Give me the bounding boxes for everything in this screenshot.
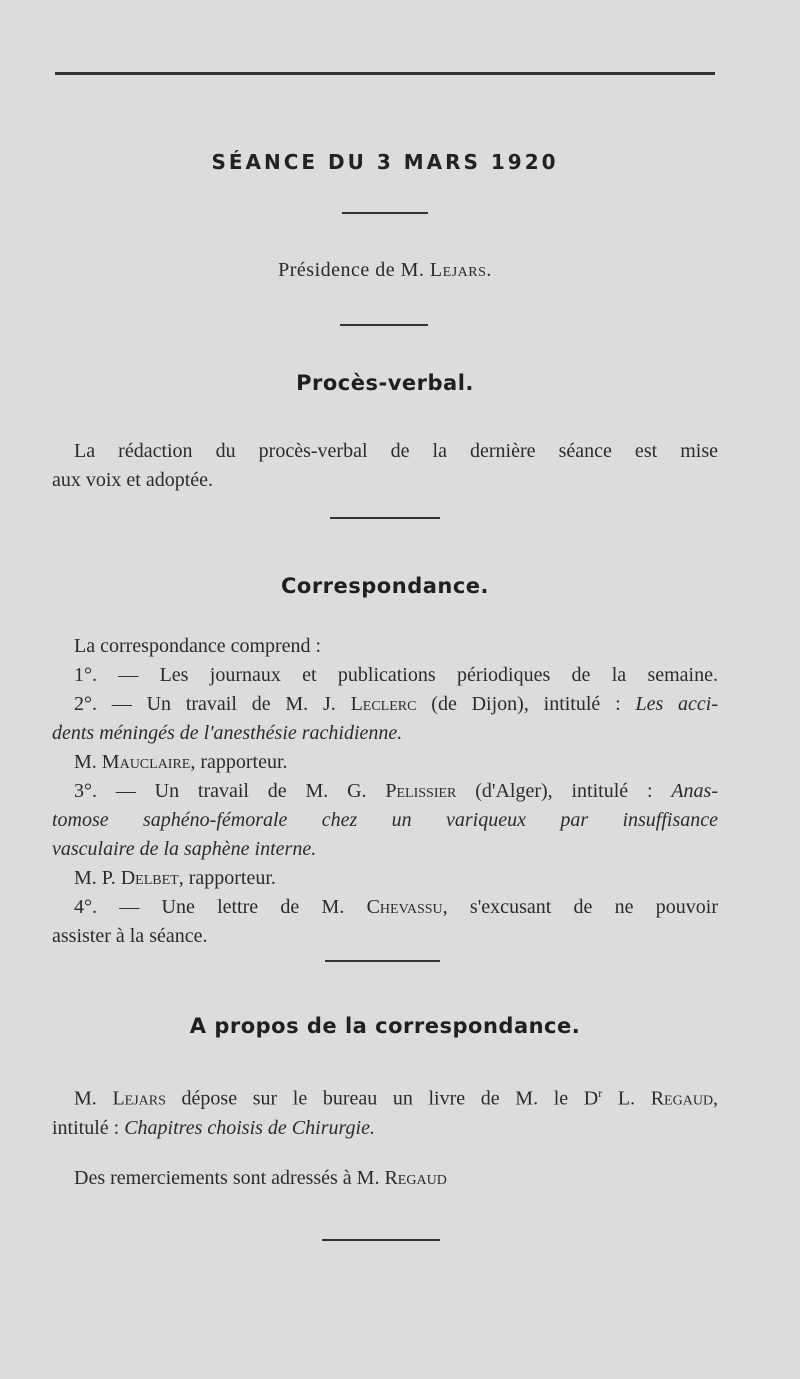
rapporteur-line (52, 748, 718, 777)
author-name: Regaud (384, 1167, 447, 1189)
text-line: assister à la séance. (52, 925, 208, 947)
list-item: 1°. — Les journaux et publications périodiques de la semaine. (74, 664, 718, 686)
text-line (52, 835, 718, 864)
section-title-proces-verbal: Procès-verbal. (296, 371, 474, 395)
list-item (52, 893, 718, 922)
rapporteur-name: Mauclaire, (101, 751, 196, 773)
divider (342, 212, 428, 214)
proces-verbal-paragraph (52, 437, 718, 495)
list-item-text: 2°. — Un travail de M. J. (74, 693, 336, 715)
text-fragment: intitulé : (52, 1116, 120, 1139)
divider (322, 1239, 440, 1241)
author-name: Regaud, (650, 1087, 719, 1110)
work-title: Anas- (671, 780, 719, 802)
president-name: Lejars. (429, 259, 492, 281)
author-name: Chevassu, (366, 896, 448, 918)
correspondance-paragraph (52, 632, 718, 951)
list-item-text: (d'Alger), intitulé : (475, 780, 653, 802)
work-title: Chapitres choisis de Chirurgie. (124, 1116, 375, 1139)
rapporteur-name: Delbet, (120, 867, 184, 889)
superscript: r (598, 1086, 603, 1100)
section-title-correspondance: Correspondance. (280, 574, 490, 598)
work-title: tomose saphéno-fémorale chez un variqueux par insuffisance (52, 809, 718, 831)
author-name: Lejars (112, 1087, 166, 1110)
text-fragment: dépose sur le bureau un livre de M. le D (181, 1087, 599, 1110)
list-item-text: s'excusant de ne pouvoir (469, 896, 718, 918)
text-line: La correspondance comprend : (74, 635, 322, 657)
list-item-text: (de Dijon), intitulé : (431, 693, 621, 715)
divider (330, 517, 440, 519)
list-item (52, 777, 718, 806)
text-fragment: Des remerciements sont adressés à M. (74, 1167, 380, 1189)
list-item (52, 690, 718, 719)
presidency-line (0, 259, 770, 282)
author-name: Leclerc (350, 693, 417, 715)
list-item-text: 3°. — Un travail de M. G. (74, 780, 367, 802)
text-line (52, 1114, 718, 1143)
rapporteur-label: rapporteur. (188, 867, 276, 889)
presidency-prefix: Présidence de M. (278, 259, 425, 281)
text-line: aux voix et adoptée. (52, 469, 214, 491)
text-line: La rédaction du procès-verbal de la dernière séance est mise (74, 440, 718, 462)
work-title: Les acci- (635, 693, 719, 715)
text-line (52, 1079, 718, 1114)
section-title-a-propos: A propos de la correspondance. (189, 1014, 581, 1038)
author-name: Pelissier (385, 780, 457, 802)
a-propos-paragraph (52, 1079, 718, 1143)
list-item-text: 4°. — Une lettre de M. (74, 896, 345, 918)
session-heading: SÉANCE DU 3 MARS 1920 (211, 150, 559, 174)
divider (325, 960, 440, 962)
top-rule (55, 72, 715, 75)
text-fragment: L. (617, 1087, 636, 1110)
rapporteur-label: rapporteur. (200, 751, 288, 773)
divider (340, 324, 428, 326)
work-title: dents méningés de l'anesthésie rachidienne. (52, 722, 403, 744)
text-line (52, 806, 718, 835)
text-fragment: M. (74, 1087, 97, 1110)
thanks-paragraph (52, 1164, 718, 1193)
work-title: vasculaire de la saphène interne. (52, 838, 317, 860)
text-line (52, 719, 718, 748)
rapporteur-prefix: M. (74, 751, 97, 773)
rapporteur-line (52, 864, 718, 893)
rapporteur-prefix: M. P. (74, 867, 116, 889)
text-line (52, 1164, 718, 1193)
